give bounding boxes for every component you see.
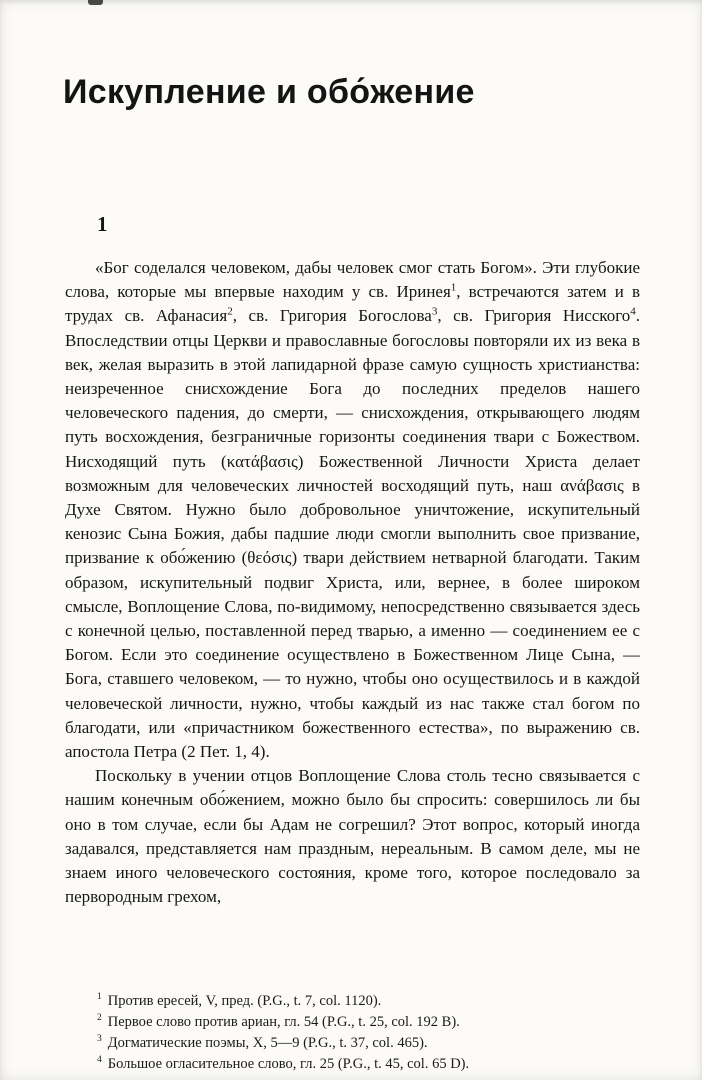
footnote-ref-1: 1 (450, 281, 457, 294)
footnotes (97, 991, 644, 1075)
footnote-text: Первое слово против ариан, гл. 54 (P.G., t. 25, col. 192 B). (107, 1014, 460, 1030)
text-run: «Бог соделался человеком, дабы человек смог стать Богом». Эти глубокие слова, которые мы впервые находим у св. Иринея (65, 258, 640, 302)
text-run: , св. Григория Нисского (437, 306, 631, 326)
footnote-ref-2: 2 (227, 305, 233, 318)
footnote-number: 1 (97, 992, 102, 1003)
text-run: , св. Григория Богослова (232, 306, 432, 326)
page-title: Искупление и обо́жение (63, 73, 475, 111)
footnote-number: 4 (97, 1055, 102, 1066)
footnote-3 (97, 1033, 644, 1054)
paragraph-1 (65, 256, 640, 764)
text-run: . Впоследствии отцы Церкви и православные богословы повторяли их из века в век, желая выразить в этой лапидарной фразе самую сущность христианства: неизреченное снисхождение Бога до последних пределов нашего человеческого падения, до смерти, — снисхождения, открывающего людям путь восхождения, безграничные горизонты соединения твари с Божеством. Нисходящий путь (κατάβασις) Божественной Личности Христа делает возможным для человеческих личностей восходящий путь, наш ανάβασις в Духе Святом. Нужно было добровольное уничтожение, искупительный кенозис Сына Божия, дабы падшие люди смогли выполнить свое призвание, призвание к обо́жению (θεόσις) твари действием нетварной благодати. Таким образом, искупительный подвиг Христа, или, вернее, в более широком смысле, Воплощение Слова, по-видимому, непосредственно связывается здесь с конечной целью, поставленной перед тварью, а именно — соединением ее с Богом. Если это соединение осуществлено в Божественном Лице Сына, — Бога, ставшего человеком, — то нужно, чтобы оно осуществилось и в каждой человеческой личности, нужно, чтобы каждый из нас также стал богом по благодати, или «причастником божественного естества», по выражению св. апостола Петра (2 Пет. 1, 4). (65, 306, 640, 762)
text-run: , встречаются затем и в трудах св. Афанасия (65, 282, 640, 326)
footnote-ref-3: 3 (431, 305, 438, 318)
paragraph-2: Поскольку в учении отцов Воплощение Слова столь тесно связывается с нашим конечным обо́жением, можно было бы спросить: совершилось ли бы оно в том случае, если бы Адам не согрешил? Этот вопрос, который иногда задавался, представляется нам праздным, нереальным. В самом деле, мы не знаем иного человеческого состояния, кроме того, которое последовало за первородным грехом, (65, 766, 640, 907)
footnote-number: 2 (97, 1013, 102, 1024)
footnote-1 (97, 991, 644, 1012)
body-text (65, 256, 640, 909)
scan-artifact (88, 0, 103, 5)
footnote-text: Против ересей, V, пред. (P.G., t. 7, col. 1120). (107, 993, 382, 1009)
footnote-ref-4: 4 (630, 305, 636, 318)
footnote-number: 3 (97, 1034, 102, 1045)
footnote-4 (97, 1054, 644, 1075)
footnote-text: Догматические поэмы, X, 5—9 (P.G., t. 37, col. 465). (107, 1035, 428, 1051)
footnote-text: Большое огласительное слово, гл. 25 (P.G., t. 45, col. 65 D). (107, 1056, 470, 1072)
footnote-2 (97, 1012, 644, 1033)
section-number: 1 (97, 212, 108, 236)
